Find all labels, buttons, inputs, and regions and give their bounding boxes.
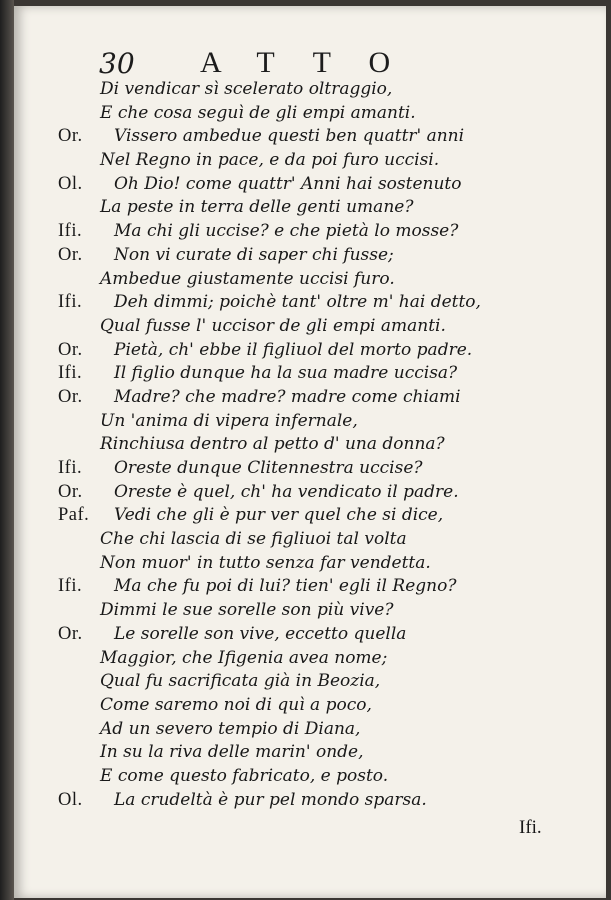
page-title: ATTO bbox=[200, 46, 429, 79]
verse-text: Maggior, che Ifigenia avea nome; bbox=[100, 647, 388, 668]
verse-line bbox=[14, 410, 606, 434]
verse-line bbox=[14, 315, 606, 339]
speaker-label: Paf. bbox=[58, 505, 90, 526]
book-gutter bbox=[0, 0, 14, 900]
speaker-label: Ol. bbox=[58, 789, 83, 810]
verse-line bbox=[14, 102, 606, 126]
verse-text: Madre? che madre? madre come chiami bbox=[114, 386, 461, 407]
speaker-label: Ifi. bbox=[58, 292, 83, 313]
page-number: 30 bbox=[99, 47, 135, 80]
verse-text: Pietà, ch' ebbe il figliuol del morto padre. bbox=[114, 339, 473, 360]
verse-line bbox=[14, 173, 606, 197]
verse-line bbox=[14, 552, 606, 576]
verse-text: La crudeltà è pur pel mondo sparsa. bbox=[114, 789, 427, 810]
verse-text: Ma chi gli uccise? e che pietà lo mosse? bbox=[114, 221, 459, 242]
verse-text: Rinchiusa dentro al petto d' una donna? bbox=[100, 434, 445, 455]
verse-line bbox=[14, 741, 606, 765]
verse-line bbox=[14, 457, 606, 481]
verse-line bbox=[14, 481, 606, 505]
verse-line bbox=[14, 528, 606, 552]
verse-text: Qual fusse l' uccisor de gli empi amanti. bbox=[100, 315, 446, 336]
speaker-label: Ifi. bbox=[58, 363, 83, 384]
verse-text: E come questo fabricato, e posto. bbox=[100, 765, 389, 786]
verse-text: Come saremo noi di quì a poco, bbox=[100, 694, 372, 715]
verse-text: Non vi curate di saper chi fusse; bbox=[114, 244, 394, 265]
speaker-label: Or. bbox=[58, 339, 83, 360]
speaker-label: Or. bbox=[58, 386, 83, 407]
verse-text: E che cosa seguì de gli empi amanti. bbox=[100, 102, 416, 123]
verse-text: Qual fu sacrificata già in Beozia, bbox=[100, 671, 381, 692]
verse-line bbox=[14, 268, 606, 292]
verse-text: Di vendicar sì scelerato oltraggio, bbox=[100, 79, 393, 99]
page bbox=[14, 6, 606, 898]
verse-text: Vedi che gli è pur ver quel che si dice, bbox=[114, 505, 444, 526]
verse-line bbox=[14, 623, 606, 647]
verse-line bbox=[14, 244, 606, 268]
verse-text: Oreste è quel, ch' ha vendicato il padre. bbox=[114, 481, 459, 502]
verse-text: Oh Dio! come quattr' Anni hai sostenuto bbox=[114, 173, 462, 194]
verse-line bbox=[14, 765, 606, 789]
verse-line bbox=[14, 339, 606, 363]
verse-line bbox=[14, 78, 606, 102]
verse-text: Le sorelle son vive, eccetto quella bbox=[114, 623, 407, 644]
verse-line bbox=[14, 694, 606, 718]
verse-line bbox=[14, 149, 606, 173]
verse-line bbox=[14, 433, 606, 457]
verse-text: Ma che fu poi di lui? tien' egli il Regno? bbox=[114, 576, 457, 597]
verse-line bbox=[14, 362, 606, 386]
verse-line bbox=[14, 386, 606, 410]
speaker-label: Ifi. bbox=[58, 576, 83, 597]
verse-text: Ambedue giustamente uccisi furo. bbox=[100, 268, 395, 289]
verse-line bbox=[14, 125, 606, 149]
verse-line bbox=[14, 291, 606, 315]
speaker-label: Ifi. bbox=[58, 221, 83, 242]
catchword: Ifi. bbox=[519, 817, 542, 838]
speaker-label: Or. bbox=[58, 244, 83, 265]
verse-text: Vissero ambedue questi ben quattr' anni bbox=[114, 126, 465, 147]
speaker-label: Or. bbox=[58, 481, 83, 502]
verse-text: Oreste dunque Clitennestra uccise? bbox=[114, 458, 423, 478]
verse-text: La peste in terra delle genti umane? bbox=[100, 197, 414, 218]
verse-text: Nel Regno in pace, e da poi furo uccisi. bbox=[100, 150, 440, 171]
verse-line bbox=[14, 789, 606, 813]
verse-line bbox=[14, 575, 606, 599]
verse-text: Che chi lascia di se figliuoi tal volta bbox=[100, 529, 407, 550]
verse-text: Un 'anima di vipera infernale, bbox=[100, 410, 358, 431]
verse-line bbox=[14, 647, 606, 671]
verse-line bbox=[14, 504, 606, 528]
verse-line bbox=[14, 718, 606, 742]
speaker-label: Or. bbox=[58, 126, 83, 147]
verse-lines bbox=[14, 78, 606, 812]
speaker-label: Or. bbox=[58, 623, 83, 644]
verse-text: Ad un severo tempio di Diana, bbox=[100, 718, 361, 739]
verse-line bbox=[14, 220, 606, 244]
verse-text: Dimmi le sue sorelle son più vive? bbox=[100, 600, 394, 621]
verse-text: Non muor' in tutto senza far vendetta. bbox=[100, 552, 431, 573]
verse-line bbox=[14, 670, 606, 694]
speaker-label: Ol. bbox=[58, 173, 83, 194]
verse-line bbox=[14, 196, 606, 220]
verse-text: In su la riva delle marin' onde, bbox=[100, 742, 364, 763]
verse-line bbox=[14, 599, 606, 623]
verse-text: Il figlio dunque ha la sua madre uccisa? bbox=[114, 363, 458, 384]
verse-text: Deh dimmi; poichè tant' oltre m' hai detto, bbox=[114, 292, 481, 313]
speaker-label: Ifi. bbox=[58, 458, 83, 478]
